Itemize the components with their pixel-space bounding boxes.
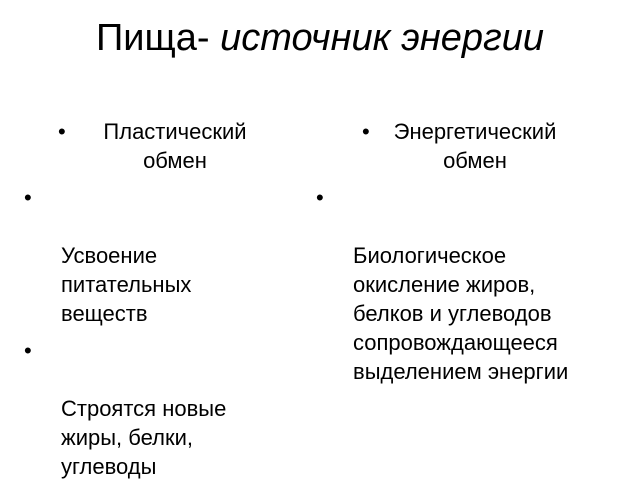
bullet-icon: • — [24, 185, 32, 210]
left-column — [24, 117, 300, 497]
bullet-icon: • — [58, 119, 66, 144]
right-heading-text: Энергетический обмен — [393, 119, 557, 173]
left-heading-text: Пластический обмен — [103, 119, 247, 173]
list-item-text: Биологическое окисление жиров, белков и углеводов сопровождающееся выделением энергии — [353, 243, 569, 384]
list-item — [24, 336, 300, 481]
list-item-text: Строятся новые жиры, белки, углеводы — [61, 396, 227, 479]
right-heading — [316, 117, 608, 175]
left-items — [24, 183, 300, 481]
slide-title — [0, 14, 640, 62]
list-item — [24, 183, 300, 328]
right-items — [316, 183, 632, 386]
right-column — [316, 117, 632, 402]
title-italic: источник энергии — [220, 17, 545, 59]
bullet-icon: • — [316, 185, 324, 210]
list-item-text: Усвоение питательных веществ — [61, 243, 192, 326]
bullet-icon: • — [24, 338, 32, 363]
list-item — [316, 183, 632, 386]
title-plain: Пища- — [95, 17, 221, 59]
bullet-icon: • — [362, 119, 370, 144]
left-heading — [24, 117, 300, 175]
